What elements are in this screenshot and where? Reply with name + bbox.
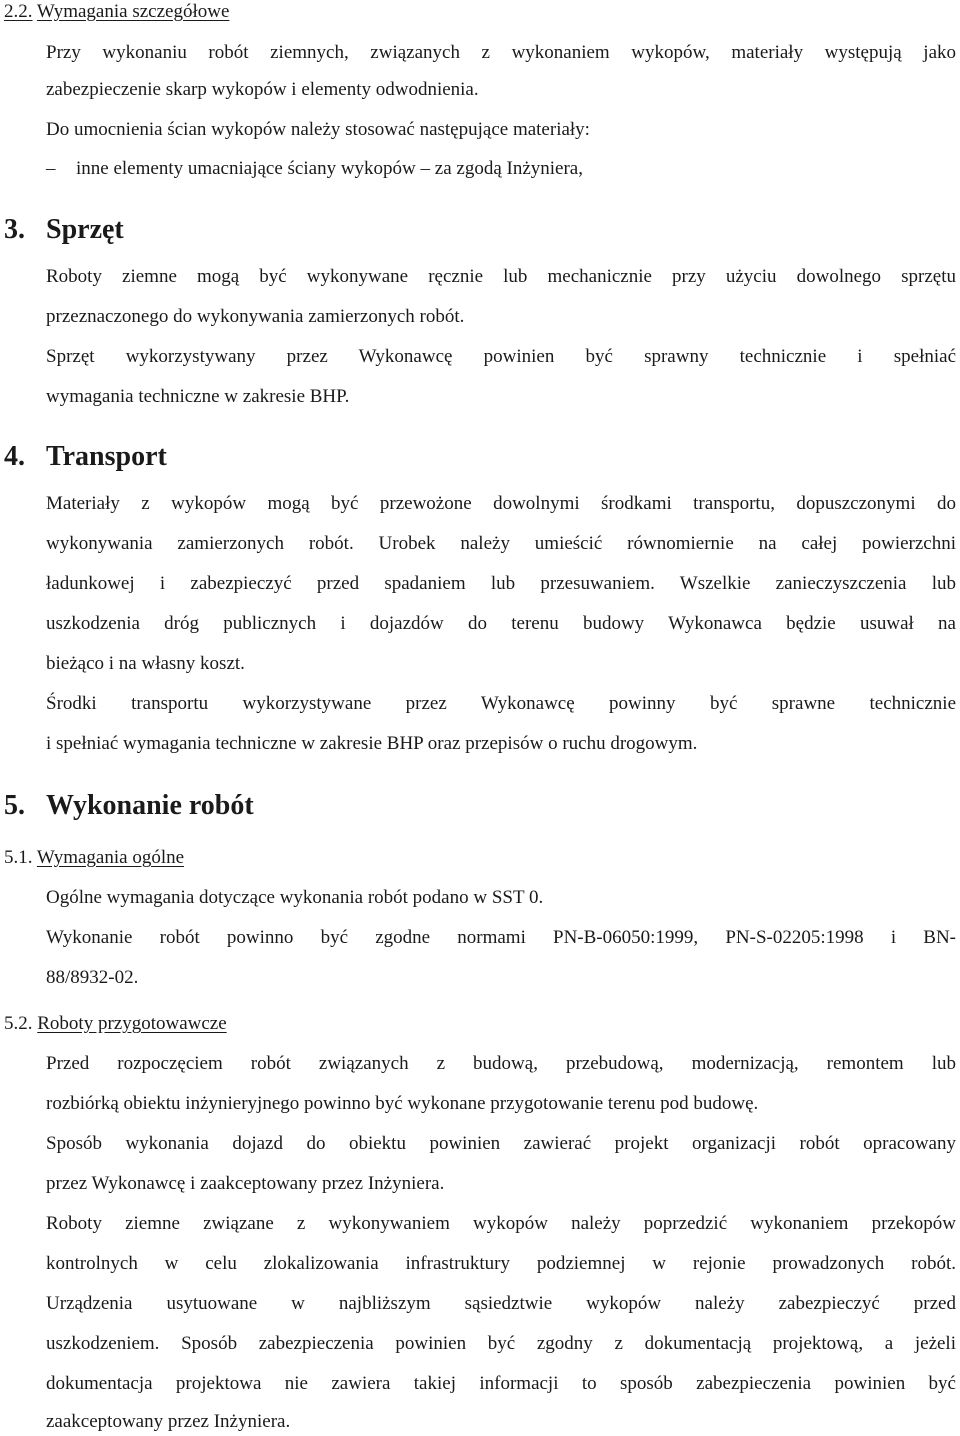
paragraph-line: rozbiórką obiektu inżynieryjnego powinno być wykonane przygotowanie terenu pod budowę. bbox=[46, 1093, 759, 1114]
paragraph-line: uszkodzenia dróg publicznych i dojazdów do terenu budowy Wykonawca będzie usuwał na bbox=[46, 613, 956, 634]
subsection-number: 2.2. bbox=[4, 1, 33, 22]
list-dash: – bbox=[46, 158, 56, 179]
paragraph-line: Środki transportu wykorzystywane przez Wykonawcę powinny być sprawne technicznie bbox=[46, 693, 956, 714]
subsection-number: 5.1. bbox=[4, 847, 33, 868]
section-number: 3. bbox=[4, 214, 25, 245]
section-title: Wykonanie robót bbox=[46, 790, 254, 821]
list-item bbox=[46, 157, 583, 181]
paragraph-line: Przed rozpoczęciem robót związanych z budową, przebudową, modernizacją, remontem lub bbox=[46, 1053, 956, 1074]
section-title: Sprzęt bbox=[46, 214, 124, 245]
subsection-number: 5.2. bbox=[4, 1013, 33, 1034]
paragraph-line: ładunkowej i zabezpieczyć przed spadaniem lub przesuwaniem. Wszelkie zanieczyszczenia lub bbox=[46, 573, 956, 594]
subsection-title: Roboty przygotowawcze bbox=[37, 1013, 227, 1034]
paragraph-line: Roboty ziemne mogą być wykonywane ręcznie lub mechanicznie przy użyciu dowolnego sprzętu bbox=[46, 266, 956, 287]
section-4-heading bbox=[4, 440, 167, 474]
paragraph-line: dokumentacja projektowa nie zawiera takiej informacji to sposób zabezpieczenia powinien być bbox=[46, 1373, 956, 1394]
paragraph-line: zabezpieczenie skarp wykopów i elementy odwodnienia. bbox=[46, 79, 479, 100]
subsection-2-2-heading bbox=[4, 0, 229, 24]
subsection-5-2-heading bbox=[4, 1012, 227, 1036]
paragraph-line: zaakceptowany przez Inżyniera. bbox=[46, 1411, 291, 1432]
section-3-heading bbox=[4, 213, 124, 247]
paragraph-line: Materiały z wykopów mogą być przewożone dowolnymi środkami transportu, dopuszczonymi do bbox=[46, 493, 956, 514]
paragraph-line: Ogólne wymagania dotyczące wykonania robót podano w SST 0. bbox=[46, 887, 544, 908]
paragraph-line: bieżąco i na własny koszt. bbox=[46, 653, 245, 674]
paragraph-line: wykonywania zamierzonych robót. Urobek należy umieścić równomiernie na całej powierzchni bbox=[46, 533, 956, 554]
section-5-heading bbox=[4, 789, 254, 823]
paragraph-line: Sposób wykonania dojazd do obiektu powinien zawierać projekt organizacji robót opracowany bbox=[46, 1133, 956, 1154]
paragraph-line: Do umocnienia ścian wykopów należy stosować następujące materiały: bbox=[46, 119, 590, 140]
paragraph-line: Sprzęt wykorzystywany przez Wykonawcę powinien być sprawny technicznie i spełniać bbox=[46, 346, 956, 367]
paragraph-line: przeznaczonego do wykonywania zamierzonych robót. bbox=[46, 306, 465, 327]
paragraph-line: uszkodzeniem. Sposób zabezpieczenia powinien być zgodny z dokumentacją projektową, a jeżeli bbox=[46, 1333, 956, 1354]
subsection-title: Wymagania szczegółowe bbox=[36, 1, 230, 22]
paragraph-line: Przy wykonaniu robót ziemnych, związanych z wykonaniem wykopów, materiały występują jako bbox=[46, 42, 956, 63]
section-title: Transport bbox=[46, 441, 167, 472]
paragraph-line: Wykonanie robót powinno być zgodne normami PN-B-06050:1999, PN-S-02205:1998 i BN- bbox=[46, 927, 956, 948]
paragraph-line: 88/8932-02. bbox=[46, 967, 139, 988]
section-number: 5. bbox=[4, 790, 25, 821]
paragraph-line: i spełniać wymagania techniczne w zakresie BHP oraz przepisów o ruchu drogowym. bbox=[46, 733, 698, 754]
paragraph-line: przez Wykonawcę i zaakceptowany przez Inżyniera. bbox=[46, 1173, 445, 1194]
section-number: 4. bbox=[4, 441, 25, 472]
paragraph-line: Roboty ziemne związane z wykonywaniem wykopów należy poprzedzić wykonaniem przekopów bbox=[46, 1213, 956, 1234]
paragraph-line: wymagania techniczne w zakresie BHP. bbox=[46, 386, 350, 407]
subsection-title: Wymagania ogólne bbox=[36, 847, 185, 868]
list-item-text: inne elementy umacniające ściany wykopów – za zgodą Inżyniera, bbox=[76, 158, 583, 179]
subsection-5-1-heading bbox=[4, 846, 184, 870]
paragraph-line: Urządzenia usytuowane w najbliższym sąsiedztwie wykopów należy zabezpieczyć przed bbox=[46, 1293, 956, 1314]
paragraph-line: kontrolnych w celu zlokalizowania infrastruktury podziemnej w rejonie prowadzonych robót. bbox=[46, 1253, 956, 1274]
